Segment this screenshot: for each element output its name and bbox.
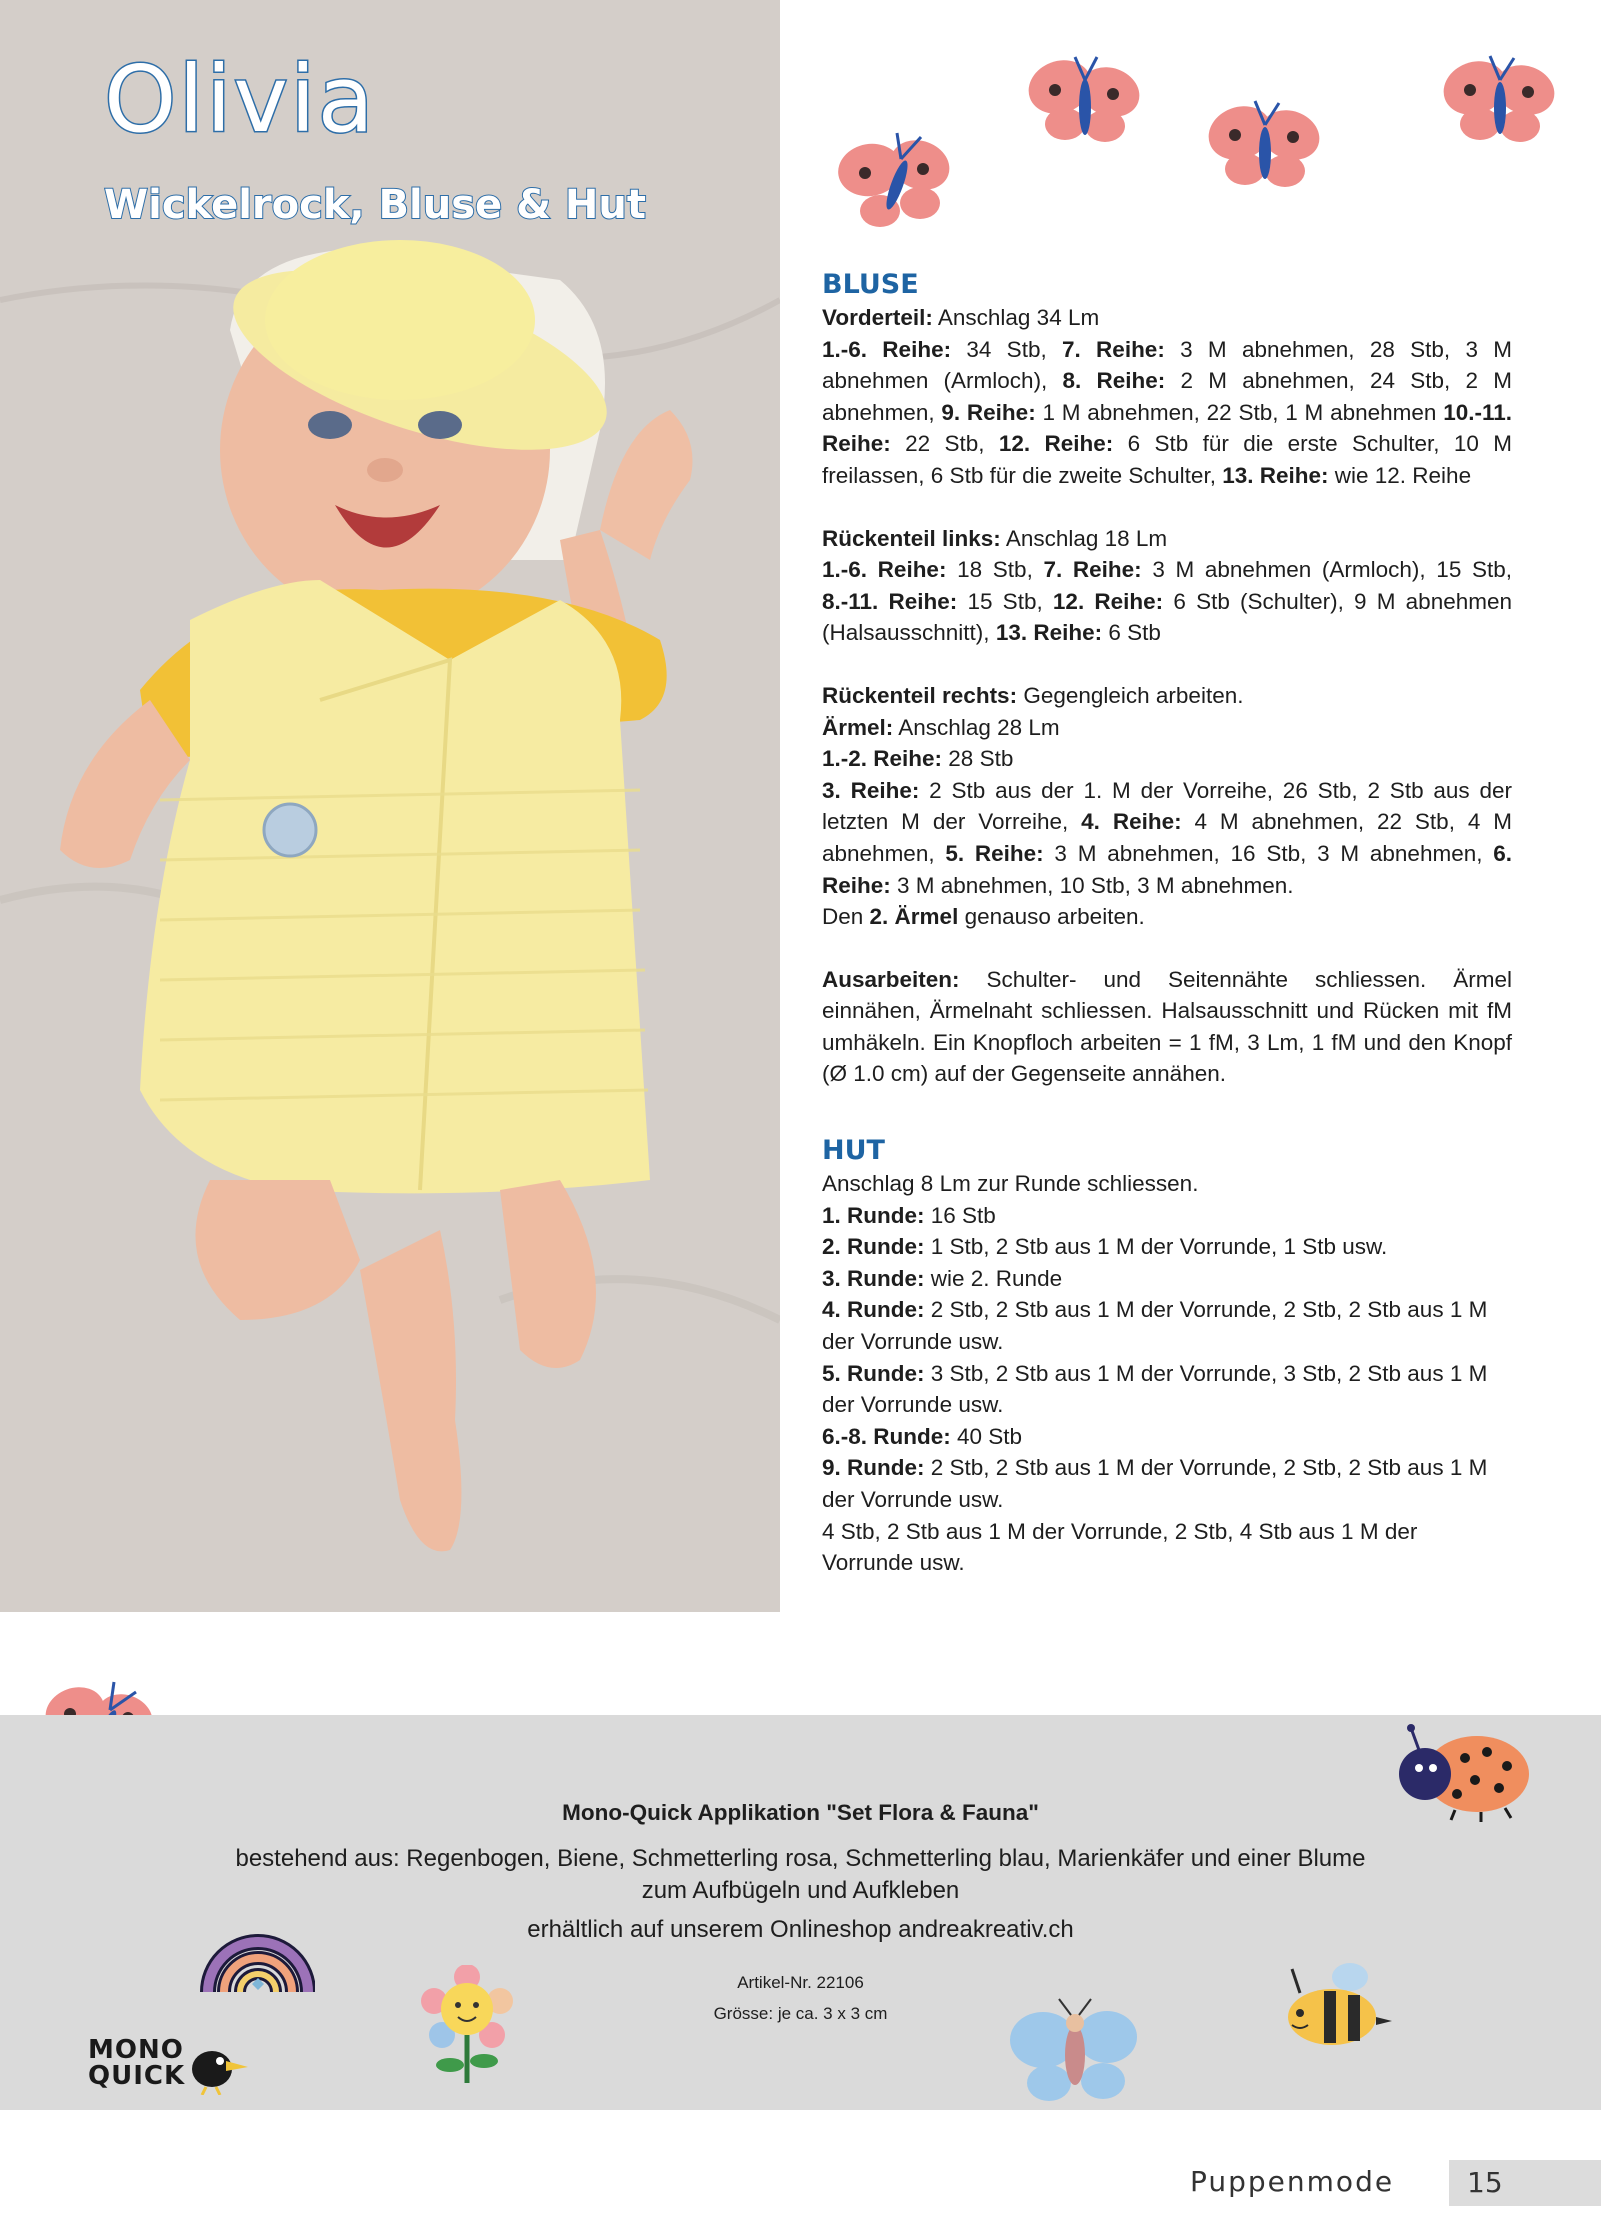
label-bold: Rückenteil links: [822,525,1001,551]
text-segment: 34 Stb, [951,336,1062,362]
butterfly-icon [835,125,955,240]
label-bold: 8. Reihe: [1062,368,1166,394]
hut-line [822,1516,1512,1579]
label-bold: 6. Reihe: [822,840,1513,898]
label-bold: 7. Reihe: [1062,336,1165,362]
label-bold: 1. Runde: [822,1202,925,1228]
text-segment: 6 Stb [1102,620,1161,646]
label-bold: 3. Runde: [822,1265,925,1291]
text-segment: 28 Stb [942,746,1014,772]
text-segment: Den [822,904,870,930]
crow-icon [186,2033,248,2095]
text-segment: Anschlag 8 Lm zur Runde schliessen. [822,1171,1199,1197]
label-bold: 5. Reihe: [945,840,1044,866]
label-bold: Ärmel: [822,714,894,740]
label-bold: 8.-11. Reihe: [822,588,958,614]
product-info-band [0,1715,1601,2110]
label-bold: 1.-2. Reihe: [822,746,943,772]
label-bold: 3. Reihe: [822,777,920,803]
text-segment: 3 M abnehmen, 16 Stb, 3 M abnehmen, [1043,840,1494,866]
label-bold: Vorderteil: [822,305,933,330]
text-segment: Gegengleich arbeiten. [1017,682,1244,708]
hut-line [822,1421,1512,1453]
product-article-number: Artikel-Nr. 22106 [737,1973,864,1992]
hut-line [822,1231,1512,1263]
text-segment: 4 M abnehmen, 22 Stb, 4 M abnehmen, [822,809,1512,866]
hut-line [822,1358,1512,1421]
label-bold: 4. Runde: [822,1297,925,1323]
label-bold: 9. Reihe: [941,399,1036,425]
label-bold: 7. Reihe: [1043,557,1142,583]
label-bold: 10.-11. Reihe: [822,399,1513,457]
butterfly-icon [1440,50,1560,160]
bluse-vorderteil [822,302,1512,492]
rainbow-icon [200,1902,315,1997]
label-bold: 12. Reihe: [998,431,1114,457]
bluse-heading: BLUSE [822,269,919,300]
butterfly-icon [1205,95,1325,205]
text-segment: 4 Stb, 2 Stb aus 1 M der Vorrunde, 2 Stb, 4 Stb aus 1 M der Vorrunde usw. [822,1518,1418,1576]
text-segment: 2 Stb, 2 Stb aus 1 M der Vorrunde, 2 Stb, 2 Stb aus 1 M der Vorrunde usw. [822,1455,1488,1512]
text-segment: 6 Stb (Schulter), 9 M abnehmen (Halsausschnitt), [822,588,1513,646]
label-bold: 13. Reihe: [1222,462,1329,488]
text-segment: 2 Stb aus der 1. M der Vorreihe, 26 Stb, 2 Stb aus der letzten M der Vorreihe, [822,777,1513,835]
text-segment: 6 Stb für die erste Schulter, 10 M freilassen, 6 Stb für die zweite Schulter, [822,431,1513,488]
product-size: Grösse: je ca. 3 x 3 cm [713,2004,888,2023]
bluse-ausarbeiten [822,964,1512,1090]
label-bold: 5. Runde: [822,1360,925,1386]
text-segment: 1 M abnehmen, 22 Stb, 1 M abnehmen [1035,399,1444,425]
doll-photo [0,0,780,1612]
pattern-subtitle: Wickelrock, Bluse & Hut [104,182,646,228]
pattern-title: Olivia [104,46,376,153]
text-segment: 40 Stb [950,1423,1023,1449]
label-bold: 6.-8. Runde: [822,1423,951,1449]
footer-section-label: Puppenmode [1190,2165,1395,2198]
text-segment: Schulter- und Seitennähte schliessen. Ärmel einnähen, Ärmelnaht schliessen. Halsausschnitt und Rücken mit fM umhäkeln. Ein Knopfloch arbeiten = 1 fM, 3 Lm, 1 fM und den Knopf (Ø 1.0 cm) auf der Gegenseite annähen. [822,966,1512,1087]
label-bold: Ausarbeiten: [822,966,960,992]
label-bold: Rückenteil rechts: [822,682,1018,708]
bluse-rueckenteil-rechts [822,680,1512,933]
text-segment: genauso arbeiten. [958,904,1145,930]
label-bold: 1.-6. Reihe: [822,336,952,362]
text-segment: Anschlag 18 Lm [1000,525,1168,551]
hut-line [822,1200,1512,1232]
butterfly-icon [1025,52,1145,162]
label-bold: 2. Ärmel [869,904,959,930]
doll-illustration [0,0,780,1612]
bee-icon [1280,1955,1395,2055]
hut-line [822,1452,1512,1515]
text-segment: 2 Stb, 2 Stb aus 1 M der Vorrunde, 2 Stb, 2 Stb aus 1 M der Vorrunde usw. [822,1297,1488,1355]
text-segment: 2 M abnehmen, 24 Stb, 2 M abnehmen, [822,368,1512,425]
hut-heading: HUT [822,1135,885,1167]
flower-icon [420,1965,515,2085]
text-segment: 15 Stb, [957,588,1053,614]
hut-line [822,1263,1512,1295]
text-segment: Anschlag 34 Lm [932,305,1100,330]
text-segment: 3 M abnehmen, 28 Stb, 3 M abnehmen (Armloch), [822,336,1512,394]
label-bold: 12. Reihe: [1052,588,1164,614]
label-bold: 4. Reihe: [1081,809,1182,835]
text-segment: wie 12. Reihe [1328,462,1472,488]
text-segment: 3 M abnehmen, 10 Stb, 3 M abnehmen. [890,872,1294,898]
text-segment: Anschlag 28 Lm [893,714,1060,740]
label-bold: 2. Runde: [822,1234,925,1260]
text-segment: 16 Stb [924,1202,996,1228]
bluse-rueckenteil-links [822,523,1512,649]
blue-butterfly-icon [1005,1995,1145,2110]
hut-instructions [822,1168,1512,1579]
hut-line [822,1294,1512,1357]
text-segment: 1 Stb, 2 Stb aus 1 M der Vorrunde, 1 Stb usw. [924,1234,1388,1260]
instructions-column [822,268,1512,1579]
mono-quick-logo: MONO QUICK [88,2035,186,2091]
product-title: Mono-Quick Applikation "Set Flora & Fauna" [562,1800,1039,1825]
text-segment: 22 Stb, [890,431,999,457]
text-segment: 18 Stb, [946,557,1044,583]
text-segment: 3 Stb, 2 Stb aus 1 M der Vorrunde, 3 Stb, 2 Stb aus 1 M der Vorrunde usw. [822,1360,1488,1418]
label-bold: 1.-6. Reihe: [822,557,947,583]
label-bold: 9. Runde: [822,1455,925,1481]
label-bold: 13. Reihe: [995,620,1103,646]
text-segment: 3 M abnehmen (Armloch), 15 Stb, [1141,557,1513,583]
hut-line [822,1168,1512,1200]
product-usage: zum Aufbügeln und Aufkleben [641,1877,960,1904]
product-shop-link: erhältlich auf unserem Onlineshop andreakreativ.ch [527,1916,1074,1943]
text-segment: wie 2. Runde [924,1265,1063,1291]
ladybug-icon [1395,1722,1535,1822]
page-number: 15 [1449,2160,1601,2206]
product-description: bestehend aus: Regenbogen, Biene, Schmetterling rosa, Schmetterling blau, Marienkäfer und einer Blume [235,1845,1366,1872]
